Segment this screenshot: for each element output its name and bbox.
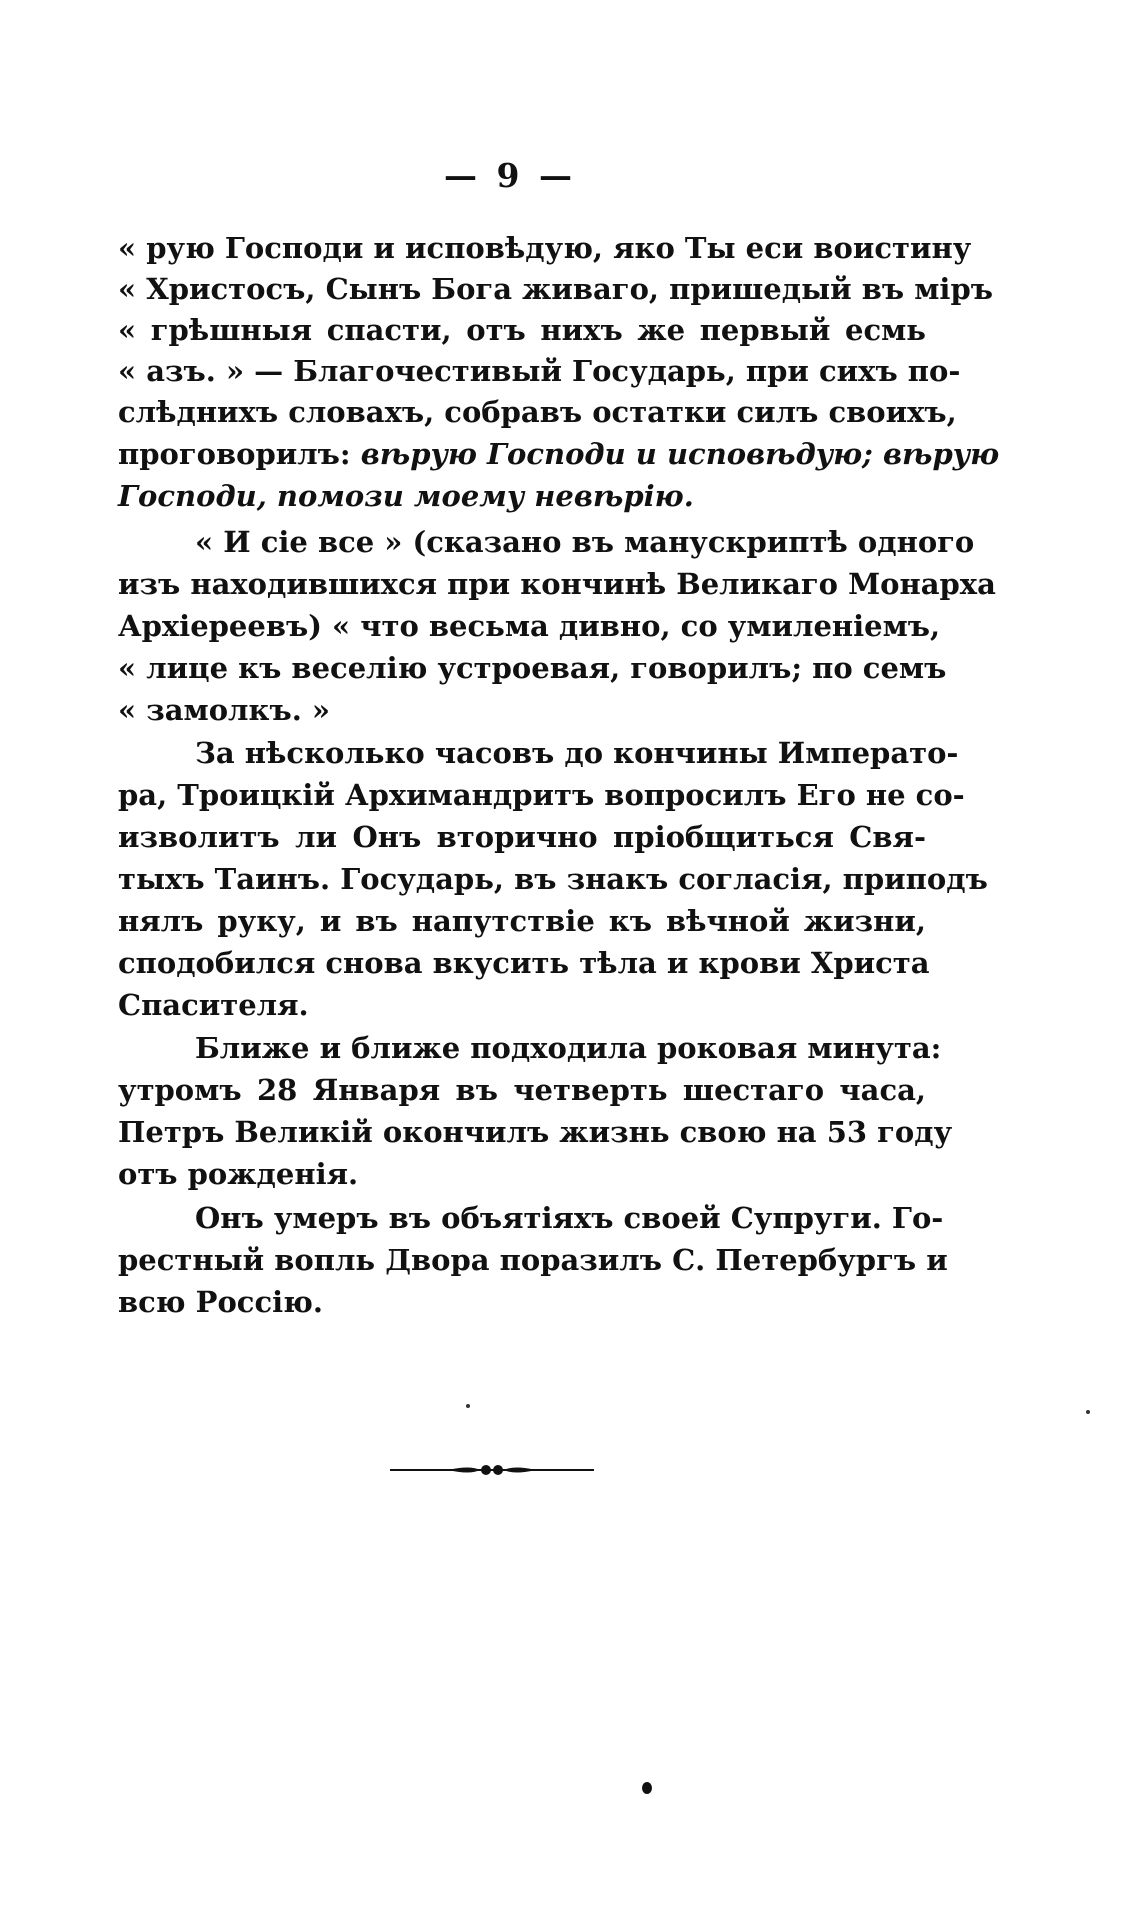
- text-line: утромъ 28 Января въ четверть шестаго часа,: [118, 1073, 926, 1107]
- ink-speck: [466, 1404, 470, 1408]
- text-line: рестный вопль Двора поразилъ С. Петербургъ и: [118, 1243, 948, 1277]
- text-run: проговорилъ:: [118, 437, 361, 471]
- text-line: Петръ Великій окончилъ жизнь свою на 53 году: [118, 1115, 953, 1149]
- ink-speck: [1086, 1410, 1090, 1414]
- text-line: « замолкъ. »: [118, 693, 331, 727]
- italic-quote: Господи, помози моему невѣрію.: [118, 479, 694, 513]
- text-line: изволитъ ли Онъ вторично пріобщиться Свя-: [118, 820, 926, 854]
- text-line: Архіереевъ) « что весьма дивно, со умиленіемъ,: [118, 609, 941, 643]
- text-line: сподобился снова вкусить тѣла и крови Христа: [118, 946, 930, 980]
- text-line: « грѣшныя спасти, отъ нихъ же первый есмь: [118, 313, 926, 347]
- text-line: « И сіе все » (сказано въ манускриптѣ одного: [195, 525, 975, 559]
- page-number: — 9 —: [444, 156, 576, 195]
- text-line: нялъ руку, и въ напутствіе къ вѣчной жизни,: [118, 904, 926, 938]
- text-line: изъ находившихся при кончинѣ Великаго Монарха: [118, 567, 996, 601]
- text-line: « рую Господи и исповѣдую, яко Ты еси воистину: [118, 231, 972, 265]
- text-line: За нѣсколько часовъ до кончины Императо-: [195, 736, 959, 770]
- text-line: « азъ. » — Благочестивый Государь, при сихъ по-: [118, 354, 961, 388]
- text-line: Онъ умеръ въ объятіяхъ своей Супруги. Го-: [195, 1201, 944, 1235]
- text-line-mixed: [118, 434, 1000, 474]
- text-line: « Христосъ, Сынъ Бога живаго, пришедый въ міръ: [118, 272, 993, 306]
- text-line: тыхъ Таинъ. Государь, въ знакъ согласія, приподъ: [118, 862, 988, 896]
- text-line: слѣднихъ словахъ, собравъ остатки силъ своихъ,: [118, 395, 957, 429]
- end-ornament-icon: [390, 1462, 594, 1478]
- printing-dot: [642, 1782, 652, 1794]
- text-line: Спасителя.: [118, 988, 309, 1022]
- text-line: « лице къ веселію устроевая, говорилъ; по семъ: [118, 651, 947, 685]
- italic-quote: вѣрую Господи и исповѣдую; вѣрую: [360, 437, 1000, 471]
- text-line: Ближе и ближе подходила роковая минута:: [195, 1031, 942, 1065]
- text-line: всю Россію.: [118, 1285, 323, 1319]
- text-line: отъ рожденія.: [118, 1157, 359, 1191]
- text-line-italic: [118, 476, 926, 516]
- text-line: ра, Троицкій Архимандритъ вопросилъ Его не со-: [118, 778, 965, 812]
